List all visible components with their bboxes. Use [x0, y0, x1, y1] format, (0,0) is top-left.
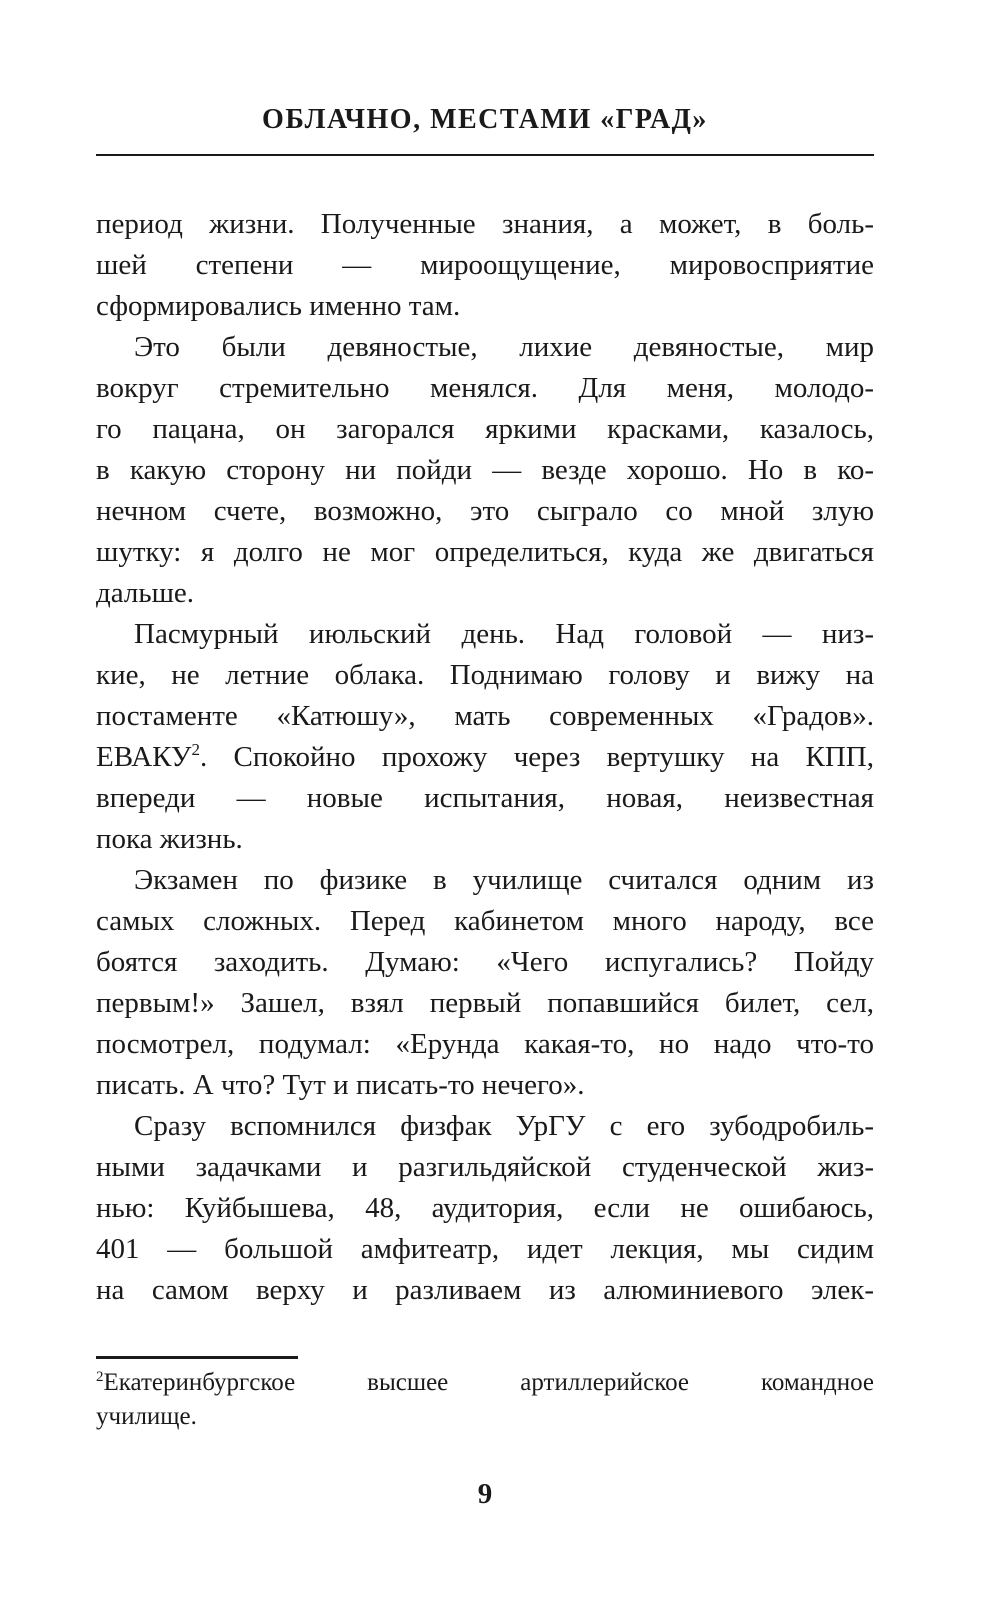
- footnote: [96, 1366, 874, 1434]
- page-number: 9: [477, 1478, 493, 1510]
- text-line: впереди — новые испытания, новая, неизвестная: [96, 782, 874, 814]
- body-text: [96, 204, 874, 1311]
- text-line: 401 — большой амфитеатр, идет лекция, мы сидим: [96, 1233, 874, 1265]
- text-line: дальше.: [96, 577, 195, 609]
- footnote-line: училище.: [96, 1403, 197, 1430]
- text-line: на самом верху и разливаем из алюминиевого элек-: [96, 1274, 874, 1306]
- text-line: Пасмурный июльский день. Над головой — низ-: [134, 618, 874, 650]
- text-line-with-footnote: [96, 737, 874, 778]
- text-line: пока жизнь.: [96, 823, 243, 855]
- text-line: нечном счете, возможно, это сыграло со мной злую: [96, 495, 874, 527]
- text-line: боятся заходить. Думаю: «Чего испугались? Пойду: [96, 946, 874, 978]
- text-line: го пацана, он загорался яркими красками, казалось,: [96, 413, 874, 445]
- footnote-line: [96, 1366, 874, 1400]
- text-line: ными задачками и разгильдяйской студенческой жиз-: [96, 1151, 874, 1183]
- text-line: в какую сторону ни пойди — везде хорошо. Но в ко-: [96, 454, 874, 486]
- text-line: первым!» Зашел, взял первый попавшийся билет, сел,: [96, 987, 874, 1019]
- text-line: нью: Куйбышева, 48, аудитория, если не ошибаюсь,: [96, 1192, 874, 1224]
- text-line: Сразу вспомнился физфак УрГУ с его зубодробиль-: [134, 1110, 874, 1142]
- text-line: Экзамен по физике в училище считался одним из: [134, 864, 874, 896]
- text-line: вокруг стремительно менялся. Для меня, молодо-: [96, 372, 874, 404]
- footnote-reference: 2: [191, 740, 200, 759]
- running-title: ОБЛАЧНО, МЕСТАМИ «ГРАД»: [262, 104, 708, 135]
- header-rule: [96, 154, 874, 156]
- text-line: шей степени — мироощущение, мировосприятие: [96, 249, 874, 281]
- footnote-marker: 2: [96, 1369, 104, 1385]
- text-line: посмотрел, подумал: «Ерунда какая-то, но надо что-то: [96, 1028, 874, 1060]
- text-line: самых сложных. Перед кабинетом много народу, все: [96, 905, 874, 937]
- text-line: Это были девяностые, лихие девяностые, мир: [134, 331, 874, 363]
- text-line: сформировались именно там.: [96, 290, 461, 322]
- text-line-rest: . Спокойно прохожу через вертушку на КПП,: [199, 741, 874, 773]
- abbreviation: ЕВАКУ: [96, 741, 192, 773]
- text-line: писать. А что? Тут и писать-то нечего».: [96, 1069, 585, 1101]
- footnote-text: Екатеринбургское высшее артиллерийское командное: [103, 1369, 874, 1396]
- book-page: [96, 0, 874, 1616]
- text-line: кие, не летние облака. Поднимаю голову и вижу на: [96, 659, 874, 691]
- footnote-rule: [96, 1356, 298, 1359]
- text-line: шутку: я долго не мог определиться, куда же двигаться: [96, 536, 874, 568]
- text-line: постаменте «Катюшу», мать современных «Градов».: [96, 700, 874, 732]
- text-line: период жизни. Полученные знания, а может, в боль-: [96, 208, 874, 240]
